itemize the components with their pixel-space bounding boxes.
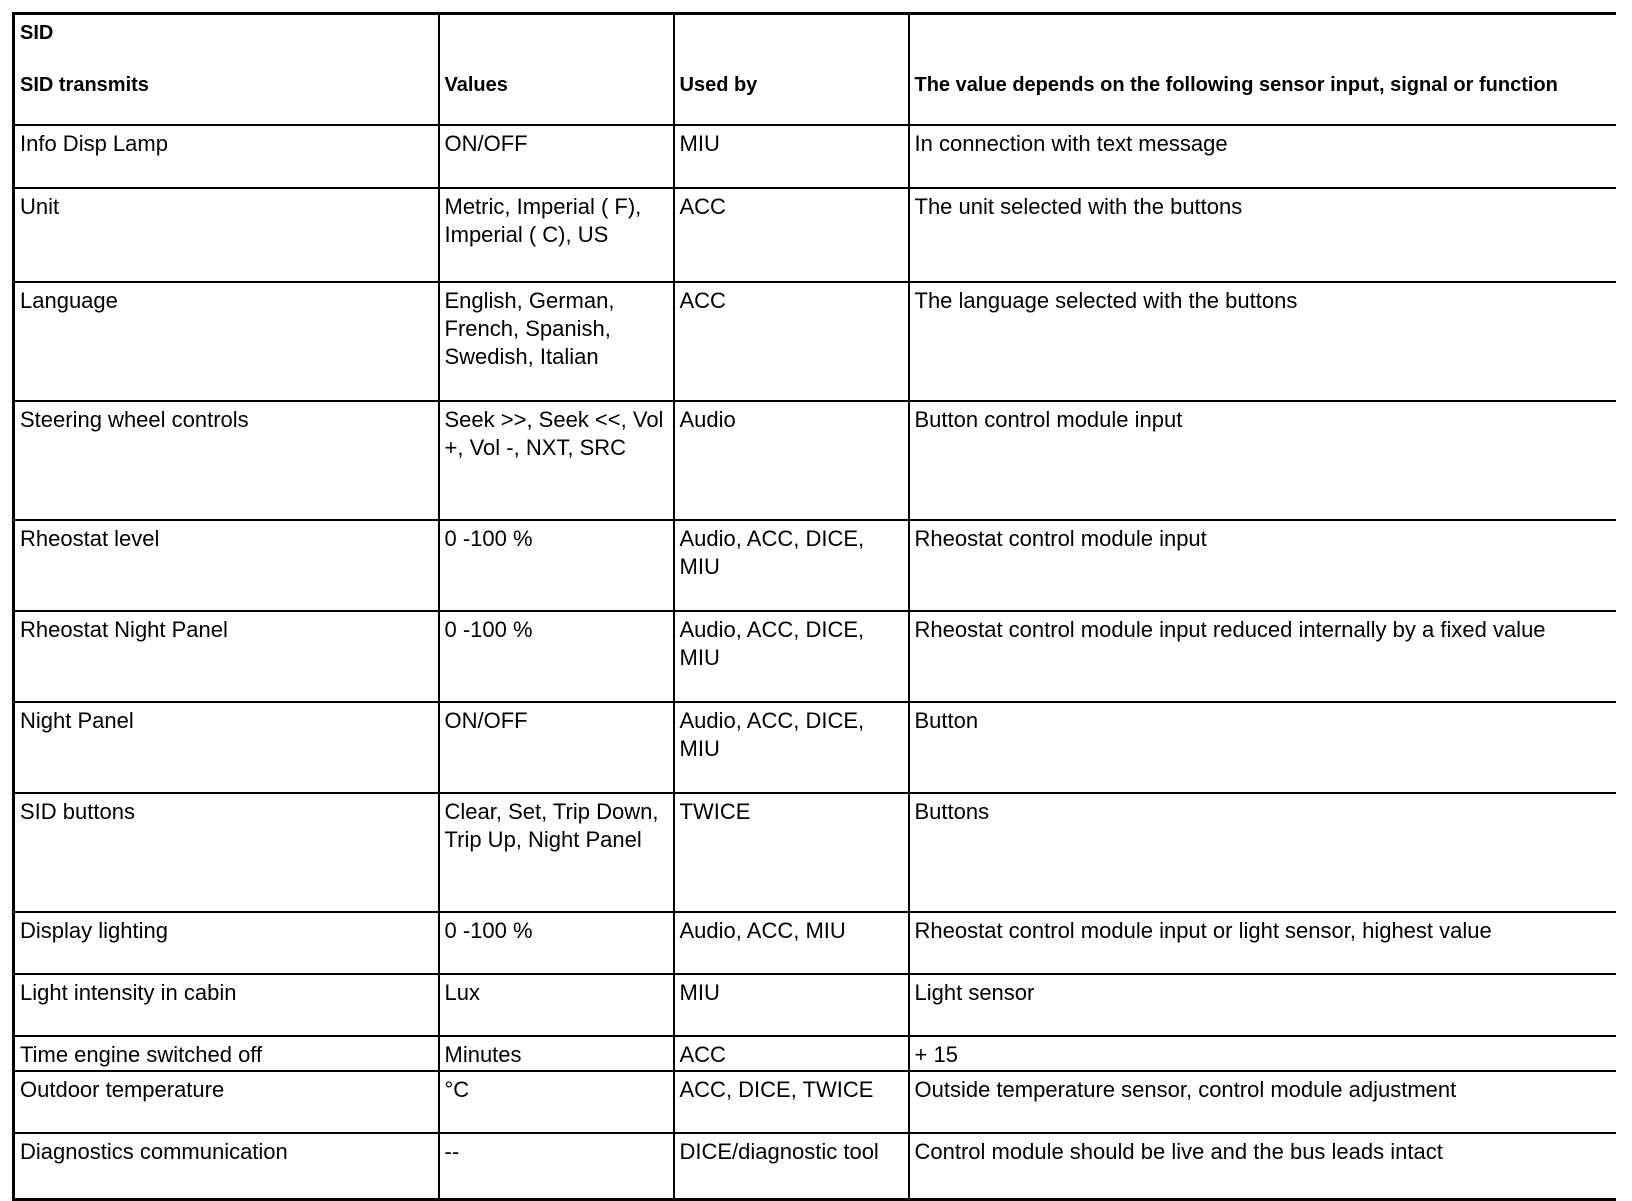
cell-values: Seek >>, Seek <<, Vol +, Vol -, NXT, SRC [439,401,674,520]
cell-values: 0 -100 % [439,912,674,974]
cell-signal: Rheostat Night Panel [14,611,439,702]
cell-depends-on: The language selected with the buttons [909,282,1616,401]
cell-used-by: ACC [674,188,909,282]
table-row [14,125,1616,188]
table-row [14,974,1616,1036]
cell-signal: Unit [14,188,439,282]
cell-signal: Info Disp Lamp [14,125,439,188]
cell-depends-on: The unit selected with the buttons [909,188,1616,282]
cell-used-by: TWICE [674,793,909,912]
table-row [14,611,1616,702]
cell-values: -- [439,1133,674,1200]
cell-depends-on: Rheostat control module input or light sensor, highest value [909,912,1616,974]
cell-depends-on: In connection with text message [909,125,1616,188]
cell-depends-on: Rheostat control module input [909,520,1616,611]
cell-values: English, German, French, Spanish, Swedish, Italian [439,282,674,401]
sid-signal-table [12,12,1616,1201]
cell-signal: Light intensity in cabin [14,974,439,1036]
cell-used-by: Audio, ACC, DICE, MIU [674,611,909,702]
cell-signal: Night Panel [14,702,439,793]
cell-depends-on: Light sensor [909,974,1616,1036]
cell-signal: Steering wheel controls [14,401,439,520]
table-row [14,793,1616,912]
cell-used-by: DICE/diagnostic tool [674,1133,909,1200]
header-sid-transmits [14,14,439,126]
cell-values: 0 -100 % [439,520,674,611]
cell-used-by: ACC [674,1036,909,1071]
cell-signal: Time engine switched off [14,1036,439,1071]
cell-values: Metric, Imperial ( F), Imperial ( C), US [439,188,674,282]
header-label: The value depends on the following sensor input, signal or function [914,74,1558,96]
table-row [14,1036,1616,1071]
table-row [14,702,1616,793]
header-used-by [674,14,909,126]
table-header-row [14,14,1616,126]
cell-used-by: Audio [674,401,909,520]
cell-signal: Language [14,282,439,401]
cell-values: °C [439,1071,674,1133]
cell-depends-on: Buttons [909,793,1616,912]
cell-depends-on: Rheostat control module input reduced internally by a fixed value [909,611,1616,702]
cell-depends-on: + 15 [909,1036,1616,1071]
cell-used-by: MIU [674,974,909,1036]
cell-values: ON/OFF [439,702,674,793]
sid-signal-table-sheet [12,12,1614,1201]
table-row [14,401,1616,520]
cell-signal: Outdoor temperature [14,1071,439,1133]
cell-values: Lux [439,974,674,1036]
cell-values: Minutes [439,1036,674,1071]
table-row [14,1071,1616,1133]
cell-depends-on: Button [909,702,1616,793]
header-label: Values [444,74,508,96]
cell-used-by: ACC, DICE, TWICE [674,1071,909,1133]
cell-depends-on: Outside temperature sensor, control module adjustment [909,1071,1616,1133]
cell-signal: Rheostat level [14,520,439,611]
cell-signal: SID buttons [14,793,439,912]
table-row [14,912,1616,974]
cell-used-by: ACC [674,282,909,401]
table-row [14,188,1616,282]
cell-used-by: Audio, ACC, DICE, MIU [674,520,909,611]
table-row [14,282,1616,401]
cell-signal: Display lighting [14,912,439,974]
cell-signal: Diagnostics communication [14,1133,439,1200]
table-row [14,1133,1616,1200]
header-depends-on [909,14,1616,126]
cell-depends-on: Control module should be live and the bus leads intact [909,1133,1616,1200]
table-row [14,520,1616,611]
cell-values: ON/OFF [439,125,674,188]
cell-values: 0 -100 % [439,611,674,702]
cell-values: Clear, Set, Trip Down, Trip Up, Night Panel [439,793,674,912]
cell-depends-on: Button control module input [909,401,1616,520]
header-values [439,14,674,126]
cell-used-by: Audio, ACC, DICE, MIU [674,702,909,793]
header-label: SID transmits [20,74,149,96]
section-title: SID [20,22,54,44]
cell-used-by: MIU [674,125,909,188]
header-label: Used by [679,74,758,96]
cell-used-by: Audio, ACC, MIU [674,912,909,974]
